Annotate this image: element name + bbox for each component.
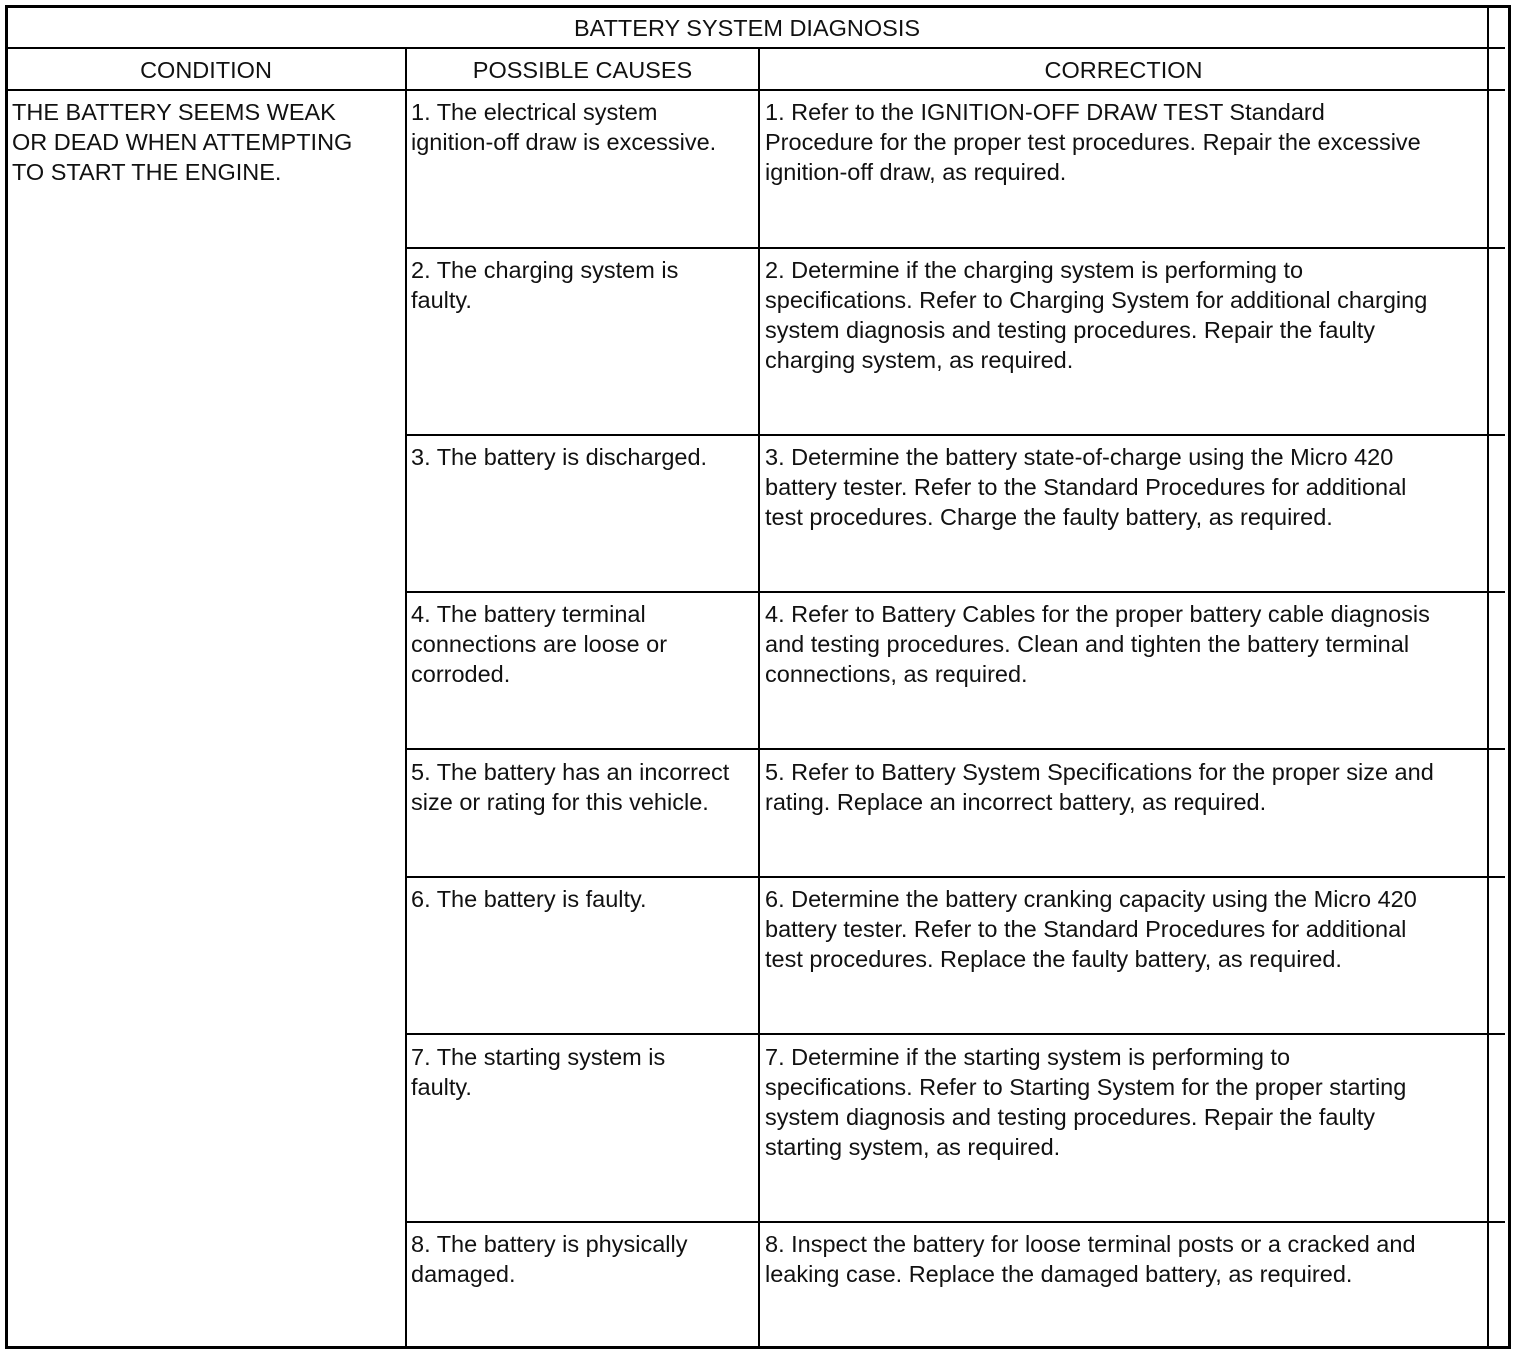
cause-5: 5. The battery has an incorrect size or rating for this vehicle. [411, 759, 730, 815]
row-divider [406, 748, 1505, 750]
right-margin-line [1487, 7, 1489, 1347]
row-divider [406, 876, 1505, 878]
cause-3: 3. The battery is discharged. [411, 444, 708, 470]
cause-4: 4. The battery terminal connections are loose or corroded. [411, 601, 668, 687]
header-possible-causes: POSSIBLE CAUSES [472, 57, 693, 83]
correction-2: 2. Determine if the charging system is performing to specifications. Refer to Charging System for additional charging system diagnosis and testing procedures. Repair the faulty charging system, as required. [765, 257, 1428, 373]
cause-1: 1. The electrical system ignition-off draw is excessive. [411, 99, 717, 155]
cause-2: 2. The charging system is faulty. [411, 257, 679, 313]
header-divider [7, 89, 1505, 91]
cause-6: 6. The battery is faulty. [411, 886, 647, 912]
row-divider [406, 247, 1505, 249]
cause-8: 8. The battery is physically damaged. [411, 1231, 688, 1287]
condition-text: THE BATTERY SEEMS WEAK OR DEAD WHEN ATTEMPTING TO START THE ENGINE. [12, 99, 353, 185]
correction-3: 3. Determine the battery state-of-charge using the Micro 420 battery tester. Refer to the Standard Procedures for additional test procedures. Charge the faulty battery, as required. [765, 444, 1407, 530]
column-divider-condition [405, 48, 407, 1347]
column-divider-causes [758, 48, 760, 1347]
table-title: BATTERY SYSTEM DIAGNOSIS [573, 15, 921, 41]
row-divider [406, 434, 1505, 436]
correction-4: 4. Refer to Battery Cables for the proper battery cable diagnosis and testing procedures. Clean and tighten the battery terminal connections, as required. [765, 601, 1430, 687]
header-condition: CONDITION [140, 57, 272, 83]
correction-1: 1. Refer to the IGNITION-OFF DRAW TEST Standard Procedure for the proper test procedures. Repair the excessive ignition-off draw, as required. [765, 99, 1421, 185]
row-divider [406, 1033, 1505, 1035]
title-divider [7, 47, 1505, 49]
cause-7: 7. The starting system is faulty. [411, 1044, 666, 1100]
header-correction: CORRECTION [1044, 57, 1203, 83]
row-divider [406, 1221, 1505, 1223]
correction-6: 6. Determine the battery cranking capacity using the Micro 420 battery tester. Refer to the Standard Procedures for additional test procedures. Replace the faulty battery, as required. [765, 886, 1417, 972]
correction-7: 7. Determine if the starting system is performing to specifications. Refer to Starting System for the proper starting system diagnosis and testing procedures. Repair the faulty starting system, as required. [765, 1044, 1407, 1160]
row-divider [406, 591, 1505, 593]
correction-8: 8. Inspect the battery for loose terminal posts or a cracked and leaking case. Replace the damaged battery, as required. [765, 1231, 1416, 1287]
correction-5: 5. Refer to Battery System Specifications for the proper size and rating. Replace an incorrect battery, as required. [765, 759, 1434, 815]
